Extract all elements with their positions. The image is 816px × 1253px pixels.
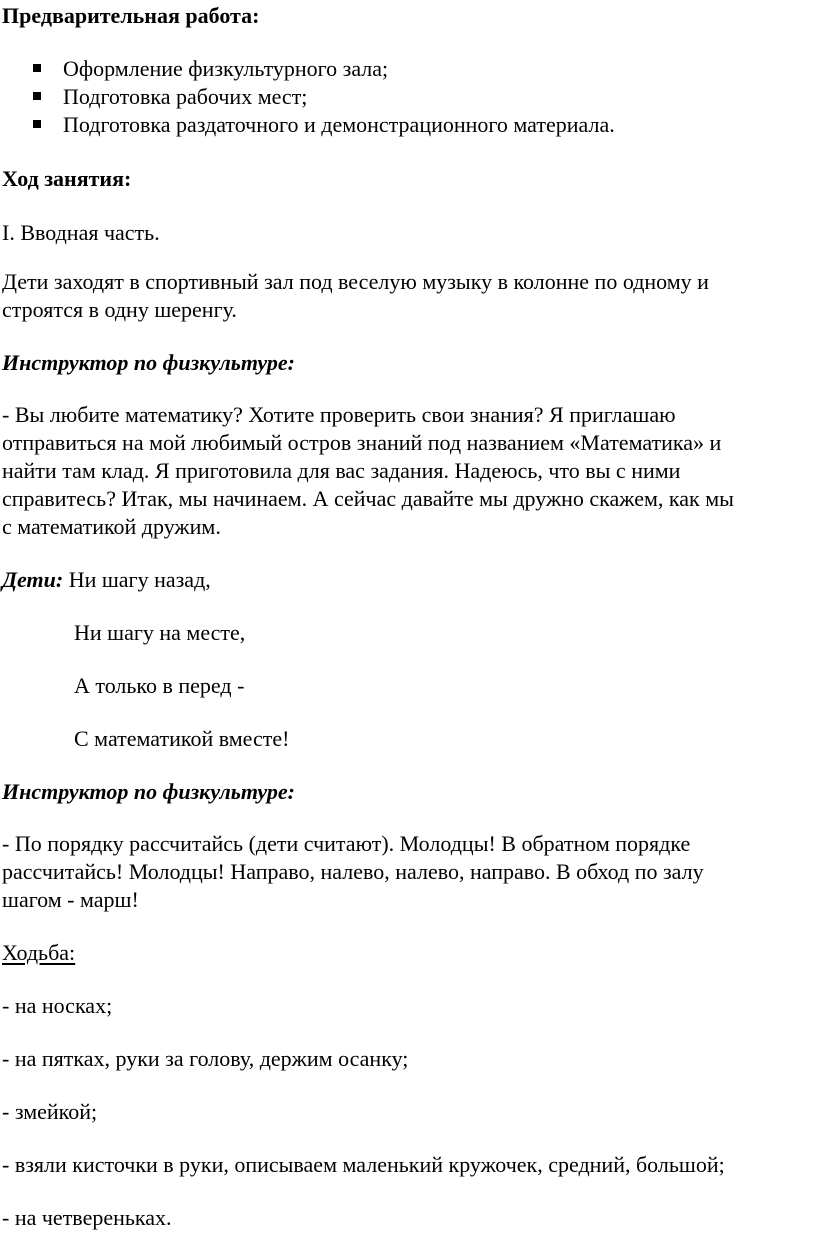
paragraph-line: - Вы любите математику? Хотите проверить свои знания? Я приглашаю — [2, 402, 676, 427]
paragraph-line: - По порядку рассчитайсь (дети считают). Молодцы! В обратном порядке — [2, 831, 691, 856]
verse-line: Ни шагу назад, — [68, 567, 211, 592]
walking-item: - взяли кисточки в руки, описываем маленький кружочек, средний, большой; — [2, 1152, 725, 1177]
paragraph-line: с математикой дружим. — [2, 514, 221, 539]
paragraph-line: рассчитайсь! Молодцы! Направо, налево, налево, направо. В обход по залу — [2, 859, 704, 884]
course-heading: Ход занятия: — [2, 166, 132, 191]
paragraph-line: Дети заходят в спортивный зал под веселую музыку в колонне по одному и — [2, 269, 709, 294]
verse-line: Ни шагу на месте, — [74, 620, 246, 645]
speaker-label-kids: Дети: — [2, 567, 64, 592]
verse-line: С математикой вместе! — [74, 726, 290, 751]
walking-heading: Ходьба: — [2, 940, 76, 965]
walking-item: - на носках; — [2, 993, 113, 1018]
walking-item: - на четвереньках. — [2, 1205, 172, 1230]
walking-item: - на пятках, руки за голову, держим осанку; — [2, 1046, 409, 1071]
bullet-square-icon — [33, 92, 41, 100]
prep-item: Подготовка рабочих мест; — [63, 84, 308, 109]
prep-item: Оформление физкультурного зала; — [63, 56, 389, 81]
paragraph-line: справитесь? Итак, мы начинаем. А сейчас давайте мы дружно скажем, как мы — [2, 486, 734, 511]
verse-line: А только в перед - — [74, 673, 245, 698]
paragraph-line: отправиться на мой любимый остров знаний под названием «Математика» и — [2, 430, 722, 455]
walking-item: - змейкой; — [2, 1099, 98, 1124]
bullet-square-icon — [33, 64, 41, 72]
bullet-square-icon — [33, 120, 41, 128]
intro-part-heading: I. Вводная часть. — [2, 220, 160, 245]
paragraph-line: строятся в одну шеренгу. — [2, 297, 237, 322]
paragraph-line: найти там клад. Я приготовила для вас задания. Надеюсь, что вы с ними — [2, 458, 681, 483]
speaker-label-instructor: Инструктор по физкультуре: — [2, 779, 295, 804]
paragraph-line: шагом - марш! — [2, 887, 139, 912]
prep-item: Подготовка раздаточного и демонстрационного материала. — [63, 112, 615, 137]
prep-heading: Предварительная работа: — [2, 3, 260, 28]
speaker-label-instructor: Инструктор по физкультуре: — [2, 350, 295, 375]
kids-verse-first-line — [2, 567, 211, 593]
